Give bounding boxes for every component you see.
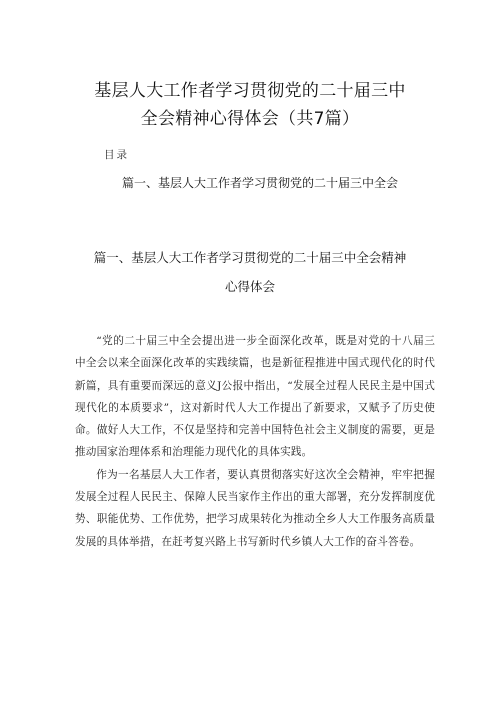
toc-item[interactable]: 篇一、基层人大工作者学习贯彻党的二十届三中全会: [122, 176, 399, 190]
body-paragraph: 作为一名基层人大工作者，要认真贯彻落实好这次全会精神，牢牢把握发展全过程人民民主、保障人民当家作主作出的重大部署，充分发挥制度优势、职能优势、工作优势，把学习成果转化为推动全乡人大工作服务高质量发展的具体举措，在赶考复兴路上书写新时代乡镇人大工作的奋斗答卷。: [75, 468, 435, 548]
document-title-line-1: 基层人大工作者学习贯彻党的二十届三中: [94, 81, 406, 101]
body-paragraph: “党的二十届三中全会提出进一步全面深化改革，既是对党的十八届三中全会以来全面深化改革的实践续篇，也是新征程推进中国式现代化的时代新篇，具有重要而深远的意义J公报中指出，“发展全过程人民民主是中国式现代化的本质要求”，这对新时代人大工作提出了新要求，又赋予了历史使命。做好人大工作，不仅是坚持和完善中国特色社会主义制度的需要，更是推动国家治理体系和治理能力现代化的具体实践。: [75, 335, 435, 459]
section-title-line-2: 心得体会: [224, 279, 275, 294]
section-title-line-1: 篇一、基层人大工作者学习贯彻党的二十届三中全会精神: [93, 250, 407, 265]
document-title-line-2: 全会精神心得体会（共7篇）: [140, 109, 360, 129]
section-body: [75, 330, 435, 553]
toc-heading: 目录: [104, 149, 129, 161]
